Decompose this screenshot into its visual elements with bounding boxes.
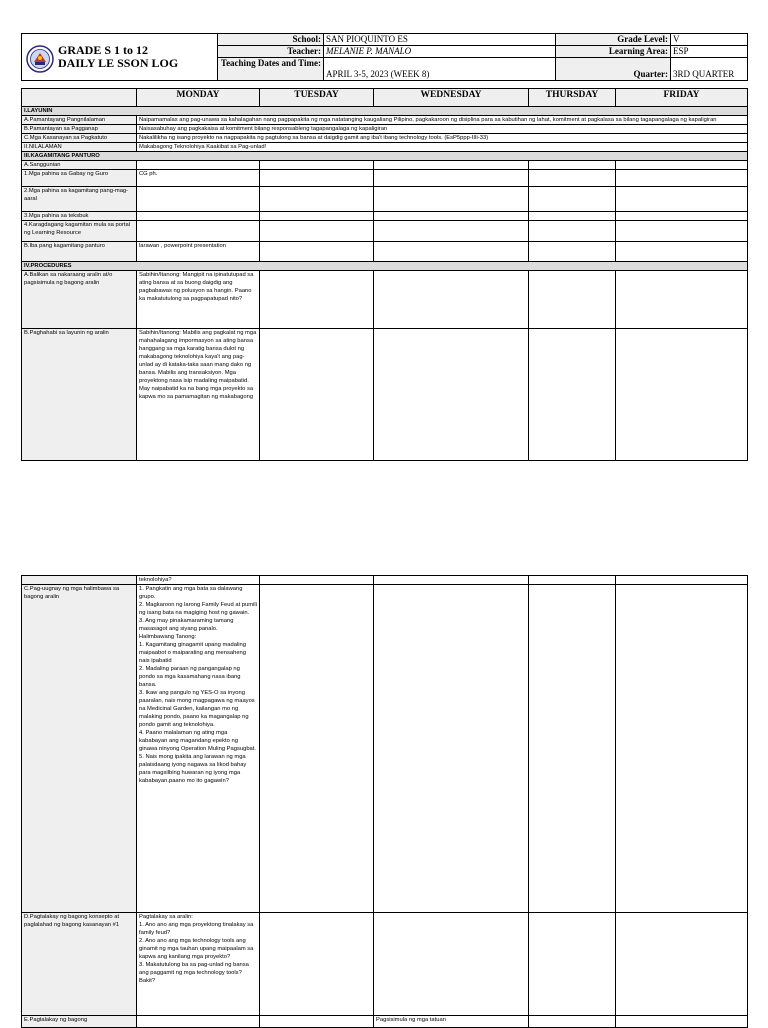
school-value: SAN PIOQUINTO ES (324, 34, 556, 46)
cell (616, 576, 748, 585)
cell (374, 170, 529, 187)
cell (529, 212, 616, 221)
cell (616, 212, 748, 221)
gabay-text: CG ph. (137, 170, 260, 187)
p2-cont-text: teknolohiya? (137, 576, 260, 585)
quarter-value: 3RD QUARTER (671, 58, 748, 81)
cell (616, 271, 748, 329)
row-label-pagganap: B.Pamantayan sa Pagganap (22, 125, 137, 134)
title-line1: GRADE S 1 to 12 (58, 43, 149, 57)
cell (529, 585, 616, 913)
cell (374, 585, 529, 913)
cell (374, 576, 529, 585)
cell (529, 329, 616, 461)
cell (260, 161, 374, 170)
cell (529, 221, 616, 242)
lesson-table-page1 (21, 88, 748, 461)
cell (616, 221, 748, 242)
cell (137, 212, 260, 221)
cell (260, 170, 374, 187)
cell (616, 585, 748, 913)
pagganap-text: Naisasabuhay ang pagkakaisa at komitment bilang responsableng tagapangalaga ng kapaligiran (137, 125, 748, 134)
cell (616, 242, 748, 262)
cell (529, 1016, 616, 1028)
dates-value: APRIL 3-5, 2023 (WEEK 8) (324, 58, 556, 81)
row-label-lr: 4.Karagdagang kagamitan mula sa portal ng Learning Resource (22, 221, 137, 242)
row-label-pangmag: 2.Mga pahina sa kagamitang pang-mag-aaral (22, 187, 137, 212)
row-label-nilalaman: II.NILALAMAN (22, 143, 137, 152)
cell (529, 576, 616, 585)
cell (260, 221, 374, 242)
cell (374, 913, 529, 1016)
area-label: Learning Area: (556, 46, 671, 58)
cell (529, 913, 616, 1016)
cell (616, 170, 748, 187)
row-label-balik: A.Balikan sa nakaraang aralin at/o pagsisimula ng bagong aralin (22, 271, 137, 329)
section-procedures: IV.PROCEDURES (22, 262, 748, 271)
day-monday: MONDAY (137, 89, 260, 107)
cell (616, 913, 748, 1016)
cell (137, 161, 260, 170)
row-label-teksbuk: 3.Mga pahina sa teksbuk (22, 212, 137, 221)
logo-title-cell (22, 34, 218, 81)
grade-value: V (671, 34, 748, 46)
grade-label: Grade Level: (556, 34, 671, 46)
cell (374, 271, 529, 329)
cell (374, 187, 529, 212)
cell (374, 329, 529, 461)
cell (260, 242, 374, 262)
cell (260, 576, 374, 585)
halimbawa-text: 1. Pangkatin ang mga bata sa dalawang grupo. 2. Magkaroon ng larong Family Feud at pumili ng isang bata na magiging host ng gawain. 3. Ang may pinakamaraming tamang masasagot ang siyang panalo. Halimbawang Tanong: 1. Kagamitang ginagamit upang madaling maipaabot o maiparating ang mensaheng nais ipabatid 2. Madaling paraan ng pangangalap ng pondo sa mga kasamahang nasa ibang bansa. 3. Ikaw ang pangulo ng YES-O sa inyong paaralan, nais mong magpagawa ng maayos na Medicinal Garden, kailangan mo ng malaking pondo, paano ka magangalap ng pondo gamit ang teknolohiya. 4. Paano malalaman ng ating mga kababayan ang magandang epekto ng ginawa ninyong Operation Muling Pagsugbat. 5. Nais mong ipakita ang larawan ng mga palaisdaang iyong nagawa sa likod bahay para magsilbing huwaran ng iyong mga kababayan.paano mo ito gagawin? (137, 585, 260, 913)
cell (260, 913, 374, 1016)
cell (260, 585, 374, 913)
iba-text: larawan , powerpoint presentation (137, 242, 260, 262)
section-kagamitang: III.KAGAMITANG PANTURO (22, 152, 748, 161)
cell (529, 170, 616, 187)
cell (374, 242, 529, 262)
row-label-halimbawa: C.Pag-uugnay ng mga halimbawa sa bagong aralin (22, 585, 137, 913)
cell (616, 161, 748, 170)
cell (137, 221, 260, 242)
school-label: School: (218, 34, 324, 46)
cell (374, 212, 529, 221)
cell (374, 161, 529, 170)
row-label-kasanayan: C.Mga Kasanayan sa Pagkatuto (22, 134, 137, 143)
quarter-label: Quarter: (556, 58, 671, 81)
day-thursday: THURSDAY (529, 89, 616, 107)
cell (529, 187, 616, 212)
cell (616, 329, 748, 461)
row-label-e: E.Pagtalakay ng bagong (22, 1016, 137, 1028)
cell (260, 1016, 374, 1028)
area-value: ESP (671, 46, 748, 58)
lesson-table-page2 (21, 575, 748, 1028)
corner-cell (22, 89, 137, 107)
konsepto-text: Pagtalakay sa aralin: 1. Ano ano ang mga proyektong tinalakay sa family feud? 2. Ano ano ang mga technology tools ang ginamit ng mga tauhan upang maipaalam sa kapwa ang kanilang mga proyekto? 3. Makatutulong ba sa pag-unlad ng bansa ang paggamit ng mga technology tools? Bakit? (137, 913, 260, 1016)
cell (260, 212, 374, 221)
row-label-gabay: 1.Mga pahina sa Gabay ng Guro (22, 170, 137, 187)
dates-label: Teaching Dates and Time: (218, 58, 324, 81)
cell (616, 1016, 748, 1028)
cell (260, 187, 374, 212)
cell (137, 1016, 260, 1028)
day-wednesday: WEDNESDAY (374, 89, 529, 107)
cell (529, 161, 616, 170)
cell (529, 242, 616, 262)
cell (529, 271, 616, 329)
day-tuesday: TUESDAY (260, 89, 374, 107)
row-label-pamantayang: A.Pamantayang Pangnilalaman (22, 116, 137, 125)
pamantayang-text: Naipamamalas ang pag-unawa sa kahalagahan nang pagpapakita ng mga natatanging kaugaliang Pilipino, pagkakaroon ng disiplina para sa kabutihan ng lahat, komitment at pagkalasa sa bilang tagapangalaga ng kapaligiran (137, 116, 748, 125)
title-line2: DAILY LE SSON LOG (58, 56, 179, 70)
section-layunin: I.LAYUNIN (22, 107, 748, 116)
cont-label-cell (22, 576, 137, 585)
nilalaman-text: Makabagong Teknolohiya Kaakibat sa Pag-unlad! (137, 143, 748, 152)
deped-seal-icon (26, 45, 54, 73)
cell (260, 271, 374, 329)
row-label-iba: B.Iba pang kagamitang panturo (22, 242, 137, 262)
cell (374, 221, 529, 242)
row-label-layunin: B.Paghahabi sa layunin ng aralin (22, 329, 137, 461)
row-label-sanggunian: A.Sanggunian (22, 161, 137, 170)
day-friday: FRIDAY (616, 89, 748, 107)
header-table (21, 33, 748, 81)
row-label-konsepto: D.Pagtalakay ng bagong konsepto at paglalahad ng bagong kasanayan #1 (22, 913, 137, 1016)
layunin-text: Sabihin/Itanong: Mabilis ang pagkalat ng mga mahahalagang impormasyon sa ating bansa hanggang sa mga karatig bansa dulot ng makabagong teknolohiya kaya't ang pag-unlad ay di kataka-taka saan mang dako ng bansa. Mabilis ang transaksiyon. Mga proyektong nasa isip madaling maipabatid. May naipabatid ka na bang mga proyekto sa kapwa mo sa pamamagitan ng makabagong (137, 329, 260, 461)
e-wed-text: Pagsisimula ng mga tatuan (374, 1016, 529, 1028)
balik-text: Sabihin/Itanong: Mangipit na ipinatutupad sa ating bansa at sa buong daigdig ang pagbabawas ng polusyon sa hangin. Paano ka makatutulong sa pagpapatupad nito? (137, 271, 260, 329)
teacher-label: Teacher: (218, 46, 324, 58)
teacher-value: MELANIE P. MANALO (324, 46, 556, 58)
kasanayan-text: Nakalilikha ng isang proyekto na nagpapakita ng pagtulong sa bansa at daigdig gamit ang iba't ibang technology tools. (EsP5ppp-IIIi-33) (137, 134, 748, 143)
cell (616, 187, 748, 212)
cell (137, 187, 260, 212)
cell (260, 329, 374, 461)
